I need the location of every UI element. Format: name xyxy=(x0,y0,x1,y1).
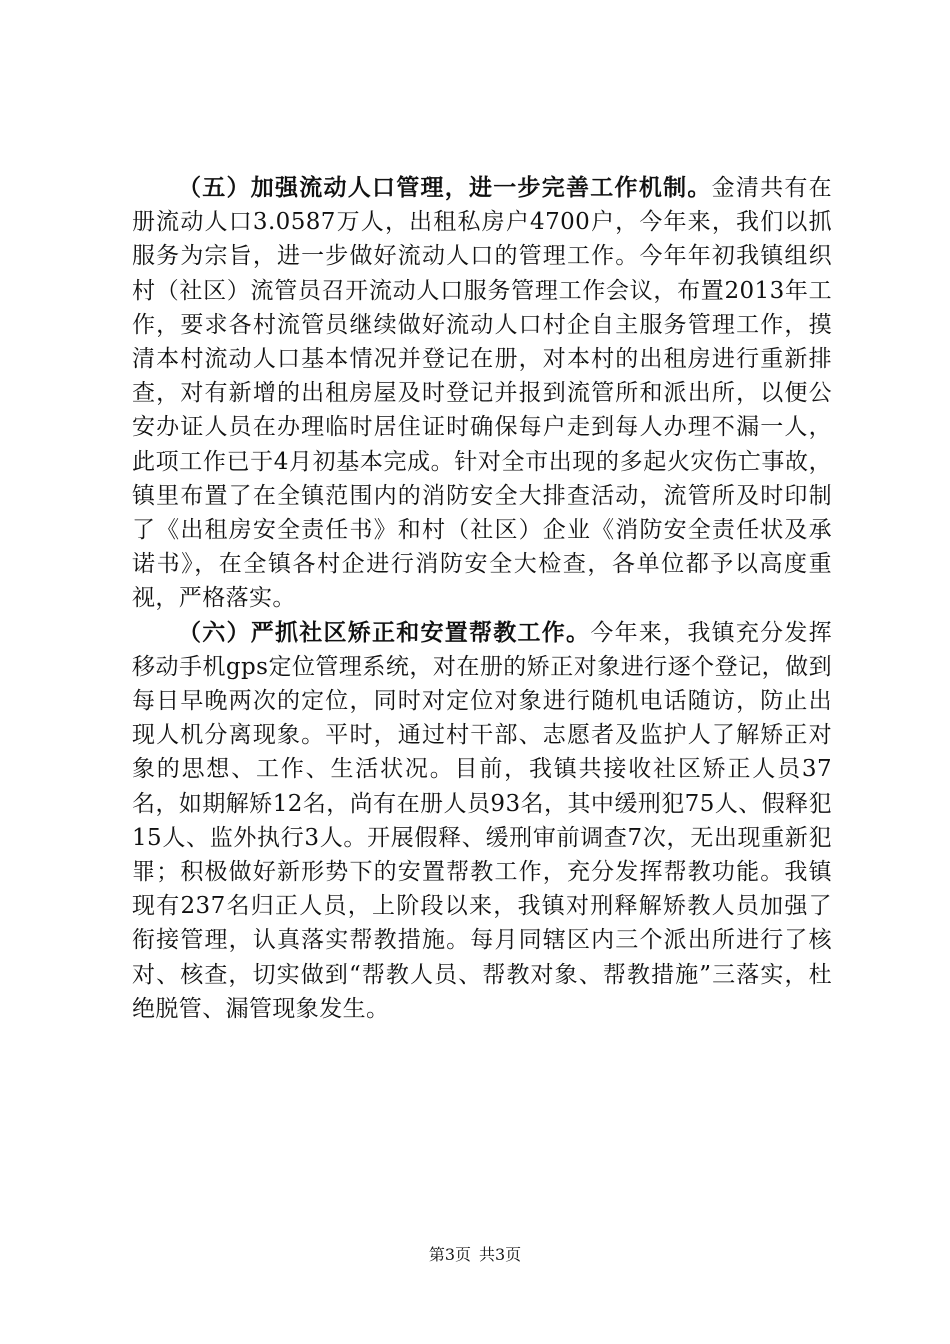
page-total: 共3页 xyxy=(479,1245,522,1264)
page-number: 第3页 xyxy=(428,1245,471,1264)
document-body xyxy=(132,171,832,1026)
page-footer xyxy=(0,1245,950,1265)
paragraph-heading: （六）严抓社区矫正和安置帮教工作。 xyxy=(178,618,591,646)
paragraph-floating-population xyxy=(132,171,832,616)
paragraph-text: 今年来，我镇充分发挥移动手机gps定位管理系统，对在册的矫正对象进行逐个登记，做到每日早晚两次的定位，同时对定位对象进行随机电话随访，防止出现人机分离现象。平时，通过村干部、志愿者及监护人了解矫正对象的思想、工作、生活状况。目前，我镇共接收社区矫正人员37名，如期解矫12名，尚有在册人员93名，其中缓刑犯75人、假释犯15人、监外执行3人。开展假释、缓刑审前调查7次，无出现重新犯罪；积极做好新形势下的安置帮教工作，充分发挥帮教功能。我镇现有237名归正人员，上阶段以来，我镇对刑释解矫教人员加强了衔接管理，认真落实帮教措施。每月同辖区内三个派出所进行了核对、核查，切实做到“帮教人员、帮教对象、帮教措施”三落实，杜绝脱管、漏管现象发生。 xyxy=(132,619,832,1022)
paragraph-heading: （五）加强流动人口管理，进一步完善工作机制。 xyxy=(178,174,712,201)
paragraph-community-correction xyxy=(132,616,832,1026)
paragraph-text: 金清共有在册流动人口3.0587万人，出租私房户4700户，今年来，我们以抓服务为宗旨，进一步做好流动人口的管理工作。今年年初我镇组织村（社区）流管员召开流动人口服务管理工作会议，布置2013年工作，要求各村流管员继续做好流动人口村企自主服务管理工作，摸清本村流动人口基本情况并登记在册，对本村的出租房进行重新排查，对有新增的出租房屋及时登记并报到流管所和派出所，以便公安办证人员在办理临时居住证时确保每户走到每人办理不漏一人，此项工作已于4月初基本完成。针对全市出现的多起火灾伤亡事故，镇里布置了在全镇范围内的消防安全大排查活动，流管所及时印制了《出租房安全责任书》和村（社区）企业《消防安全责任状及承诺书》，在全镇各村企进行消防安全大检查，各单位都予以高度重视，严格落实。 xyxy=(132,175,832,612)
